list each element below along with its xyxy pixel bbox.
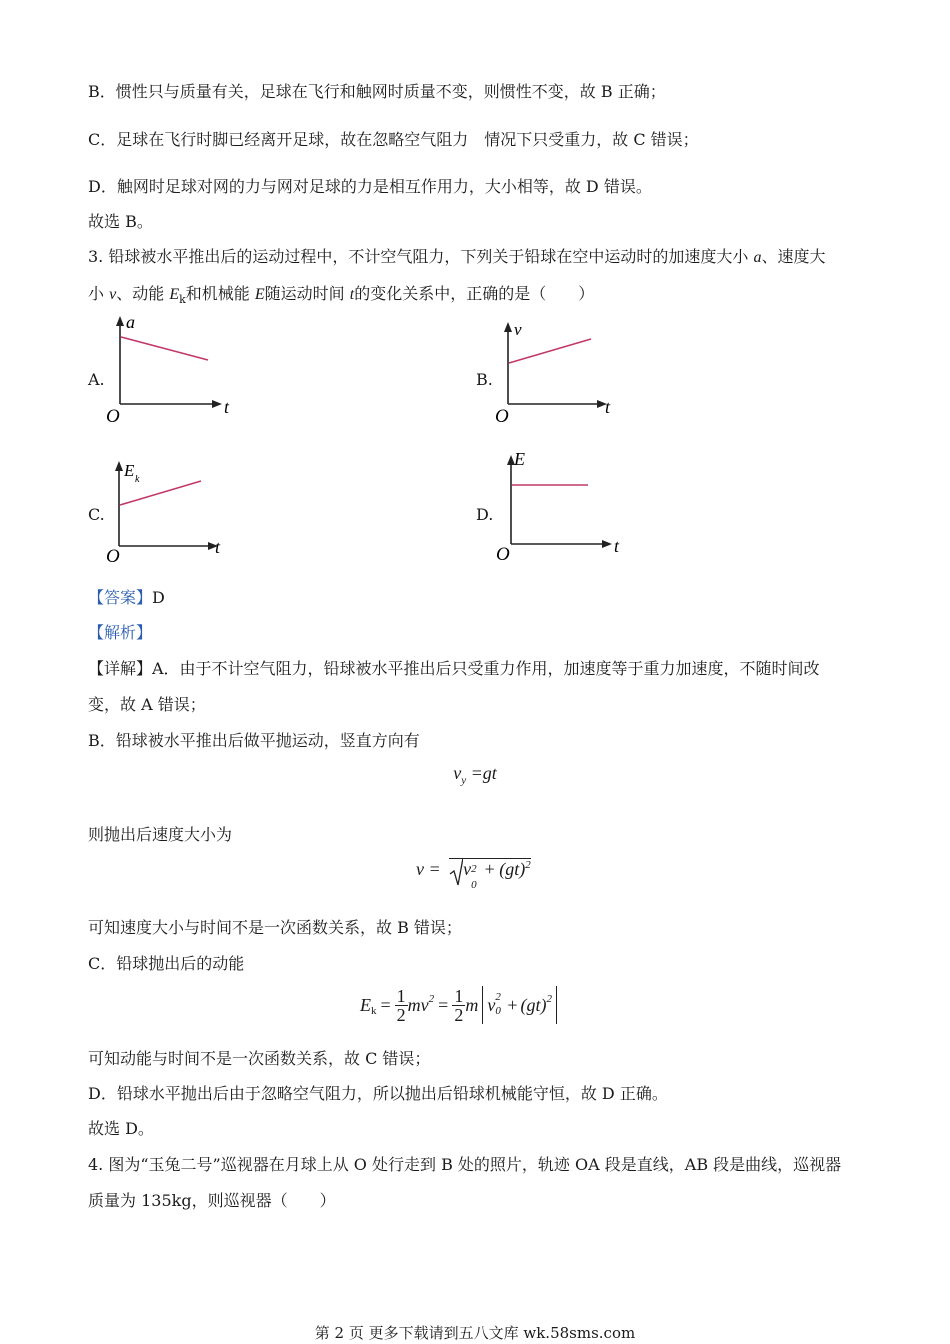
- q3-var-e: E: [169, 286, 180, 303]
- question-4-line-1: 4. 图为“玉兔二号”巡视器在月球上从 O 处行走到 B 处的照片，轨迹 OA 段是直线，AB 段是曲线，巡视器: [88, 1155, 842, 1174]
- q3-text-2a: 小: [88, 284, 105, 303]
- q3-text-2f: 和机械能: [185, 284, 250, 303]
- formula-vy: [0, 763, 950, 787]
- graph-a-y-label: a: [126, 312, 135, 332]
- formula-ek-k: k: [371, 1005, 377, 1017]
- question-4-line-2: 质量为 135kg，则巡视器（ ）: [88, 1191, 336, 1210]
- graph-a: [100, 312, 250, 427]
- graph-a-x-label: t: [224, 397, 230, 417]
- answer-value: D: [152, 588, 165, 607]
- option-b-explanation: B．惯性只与质量有关，足球在飞行和触网时质量不变，则惯性不变，故 B 正确；: [88, 82, 666, 101]
- formula-half-1-num: 1: [396, 985, 406, 1006]
- answer-tag: 【答案】: [88, 588, 153, 607]
- option-c-explanation: C．足球在飞行时脚已经离开足球，故在忽略空气阻力 情况下只受重力，故 C 错误；: [88, 130, 699, 149]
- graph-d: [490, 447, 640, 565]
- q3-var-v: v: [109, 286, 117, 303]
- q3-var-k: k: [179, 293, 186, 307]
- graph-c-y-label: E: [124, 461, 135, 480]
- option-c-conclusion: 可知动能与时间不是一次函数关系，故 C 错误；: [88, 1049, 431, 1068]
- formula-speed-lhs: v =: [416, 859, 441, 879]
- formula-half-1: [395, 987, 408, 1024]
- formula-vy-v: v: [453, 763, 462, 783]
- graph-a-y-arrow: [116, 316, 124, 326]
- graph-c-x-label: t: [215, 537, 221, 557]
- q3-var-e2: E: [254, 286, 265, 303]
- graph-c-curve: [120, 481, 201, 505]
- final-choice: 故选 D。: [88, 1119, 154, 1138]
- graph-c-origin: O: [106, 546, 120, 567]
- graph-a-origin: O: [106, 406, 120, 427]
- option-d-label: D.: [476, 505, 494, 524]
- option-b-label: B.: [476, 370, 493, 389]
- graph-d-origin: O: [496, 544, 510, 565]
- q3-text-2c: 、动能: [116, 284, 165, 303]
- analysis-tag: 【解析】: [88, 623, 153, 642]
- option-c-analysis: C．铅球抛出后的动能: [88, 954, 245, 973]
- formula-kinetic: [360, 986, 557, 1024]
- formula-eq-2: =: [438, 994, 449, 1015]
- option-b-conclusion: 可知速度大小与时间不是一次函数关系，故 B 错误；: [88, 918, 462, 937]
- graph-d-x-label: t: [614, 536, 620, 556]
- formula-bracket: [482, 986, 557, 1024]
- formula-speed-v0-sup: 2: [471, 863, 477, 875]
- formula-speed-v0: v: [463, 859, 472, 879]
- answer-line: [88, 588, 165, 608]
- option-c-label: C.: [88, 505, 105, 524]
- q3-text-c: 、速度大: [761, 247, 826, 266]
- graph-b-x-label: t: [605, 397, 611, 417]
- detail-line-1: 【详解】A．由于不计空气阻力，铅球被水平推出后只受重力作用，加速度等于重力加速度，不随时间改: [88, 659, 820, 678]
- formula-bracket-gt-sup: 2: [546, 993, 552, 1005]
- formula-speed-sqrt: [449, 858, 531, 891]
- question-3-line-1: [88, 247, 825, 268]
- graph-b-y-arrow: [504, 322, 512, 332]
- graph-c: [100, 455, 250, 567]
- graph-b: [489, 315, 639, 427]
- option-d-explanation: D．触网时足球对网的力与网对足球的力是相互作用力，大小相等，故 D 错误。: [88, 177, 652, 196]
- q3-text-2j: 的变化关系中，正确的是（ ）: [354, 284, 595, 303]
- formula-bracket-v0-sub: 0: [495, 1005, 501, 1017]
- formula-speed: [416, 858, 531, 891]
- formula-vy-sub: y: [461, 774, 467, 787]
- formula-ek-e: E: [360, 994, 371, 1015]
- graph-a-curve: [121, 337, 208, 360]
- graph-c-y-arrow: [115, 461, 123, 471]
- sqrt-sign-icon: [449, 857, 463, 887]
- formula-bracket-plus: +: [507, 994, 518, 1015]
- formula-speed-gt: (gt): [499, 859, 526, 879]
- graph-c-y-sub: k: [135, 474, 140, 485]
- formula-half-1-den: 2: [396, 1004, 406, 1025]
- formula-bracket-v0-sup: 2: [495, 991, 501, 1003]
- graph-a-x-arrow: [212, 400, 222, 408]
- formula-speed-v0-sub: 0: [471, 879, 477, 891]
- formula-mv: mv: [407, 994, 429, 1015]
- speed-intro: 则抛出后速度大小为: [88, 825, 233, 844]
- formula-speed-plus: +: [484, 859, 495, 879]
- graph-b-curve: [509, 339, 591, 363]
- q3-var-t: t: [349, 286, 355, 303]
- detail-line-2: 变，故 A 错误；: [88, 695, 206, 714]
- option-d-analysis: D．铅球水平抛出后由于忽略空气阻力，所以抛出后铅球机械能守恒，故 D 正确。: [88, 1084, 668, 1103]
- formula-half-2-num: 1: [454, 985, 464, 1006]
- formula-half-2: [452, 987, 465, 1024]
- page-footer: 第 2 页 更多下载请到五八文库 wk.58sms.com: [314, 1324, 636, 1342]
- graph-b-origin: O: [495, 406, 509, 427]
- formula-half-2-den: 2: [454, 1004, 464, 1025]
- option-a-label: A.: [88, 370, 105, 389]
- q3-text-a: 3. 铅球被水平推出后的运动过程中，不计空气阻力，下列关于铅球在空中运动时的加速度大小: [88, 247, 749, 266]
- formula-ek-eq: =: [380, 994, 391, 1015]
- graph-b-y-label: v: [514, 320, 522, 339]
- formula-bracket-gt: (gt): [520, 994, 547, 1015]
- formula-mv-sup: 2: [428, 993, 435, 1005]
- formula-bracket-v0: v: [487, 994, 496, 1015]
- q3-var-a: a: [753, 249, 762, 266]
- conclusion: 故选 B。: [88, 212, 153, 231]
- formula-m: m: [465, 994, 479, 1015]
- question-3-line-2: [88, 284, 594, 310]
- graph-d-x-arrow: [602, 540, 612, 548]
- q3-text-2h: 随运动时间: [264, 284, 345, 303]
- graph-d-y-label: E: [514, 449, 525, 469]
- formula-speed-gt-sup: 2: [525, 859, 531, 871]
- option-b-analysis: B．铅球被水平推出后做平抛运动，竖直方向有: [88, 731, 420, 750]
- formula-vy-rest: =gt: [470, 763, 497, 783]
